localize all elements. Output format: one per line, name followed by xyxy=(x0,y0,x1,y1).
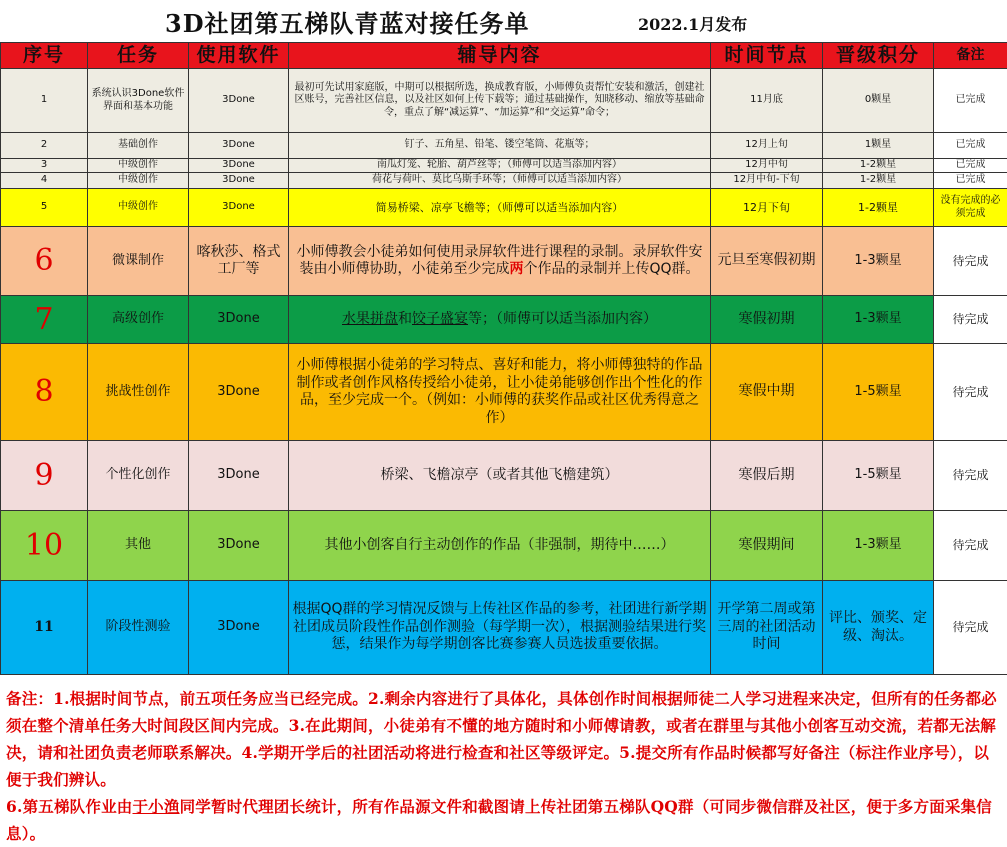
row-time: 寒假期间 xyxy=(711,511,823,581)
row-points: 1-2颗星 xyxy=(823,189,934,227)
col-header-time: 时间节点 xyxy=(711,43,823,69)
row-note: 已完成 xyxy=(934,159,1007,173)
table-row xyxy=(1,227,1007,296)
row-points: 1-3颗星 xyxy=(823,296,934,344)
row-task: 阶段性测验 xyxy=(88,581,189,675)
row-note: 待完成 xyxy=(934,227,1007,296)
row-num: 4 xyxy=(1,173,88,189)
row-task: 中级创作 xyxy=(88,173,189,189)
row-points: 1-5颗星 xyxy=(823,344,934,441)
row-content: 根据QQ群的学习情况反馈与上传社区作品的参考，社团进行新学期社团成员阶段性作品创作测验（每学期一次），根据测验结果进行奖惩，结果作为每学期创客比赛参赛人员选拔重要依据。 xyxy=(289,581,711,675)
row-task: 挑战性创作 xyxy=(88,344,189,441)
row-content-text: 和 xyxy=(398,311,412,327)
row-content: 最初可先试用家庭版，中期可以根据所选，换成教育版，小师傅负责帮忙安装和激活，创建社区账号，完善社区信息，以及社区如何上传下载等；通过基础操作，知晓移动、缩放等基础命令，重点了解“减运算”、“加运算”和“交运算”命令； xyxy=(289,69,711,133)
row-note: 已完成 xyxy=(934,133,1007,159)
row-points: 1颗星 xyxy=(823,133,934,159)
title-bar xyxy=(0,0,1007,42)
row-num: 3 xyxy=(1,159,88,173)
row-content: 南瓜灯笼、轮胎、葫芦丝等；（师傅可以适当添加内容） xyxy=(289,159,711,173)
table-row xyxy=(1,159,1007,173)
row-num: 8 xyxy=(1,344,88,441)
task-table xyxy=(0,42,1007,675)
row-content: 简易桥梁、凉亭飞檐等；（师傅可以适当添加内容） xyxy=(289,189,711,227)
row-points: 1-2颗星 xyxy=(823,159,934,173)
row-content: 荷花与荷叶、莫比乌斯手环等；（师傅可以适当添加内容） xyxy=(289,173,711,189)
table-row xyxy=(1,173,1007,189)
row-note: 待完成 xyxy=(934,581,1007,675)
row-num: 9 xyxy=(1,441,88,511)
row-task: 中级创作 xyxy=(88,189,189,227)
row-software: 3Done xyxy=(189,441,289,511)
row-task: 基础创作 xyxy=(88,133,189,159)
table-row xyxy=(1,581,1007,675)
row-time: 11月底 xyxy=(711,69,823,133)
publish-date: 2022.1月发布 xyxy=(638,12,747,35)
row-num: 1 xyxy=(1,69,88,133)
row-note: 没有完成的必须完成 xyxy=(934,189,1007,227)
row-software: 喀秋莎、格式工厂等 xyxy=(189,227,289,296)
table-header-row xyxy=(1,43,1007,69)
row-content: 其他小创客自行主动创作的作品（非强制，期待中……） xyxy=(289,511,711,581)
row-software: 3Done xyxy=(189,159,289,173)
col-header-software: 使用软件 xyxy=(189,43,289,69)
table-row xyxy=(1,344,1007,441)
row-time: 12月下旬 xyxy=(711,189,823,227)
col-header-points: 晋级积分 xyxy=(823,43,934,69)
row-software: 3Done xyxy=(189,189,289,227)
row-points: 0颗星 xyxy=(823,69,934,133)
table-row xyxy=(1,133,1007,159)
row-note: 待完成 xyxy=(934,344,1007,441)
row-time: 12月中旬-下旬 xyxy=(711,173,823,189)
row-num: 7 xyxy=(1,296,88,344)
row-content: 小师傅根据小徒弟的学习特点、喜好和能力，将小师傅独特的作品制作或者创作风格传授给小徒弟，让小徒弟能够创作出个性化的作品，至少完成一个。（例如：小师傅的获奖作品或社区优秀得意之作） xyxy=(289,344,711,441)
row-task: 高级创作 xyxy=(88,296,189,344)
row-software: 3Done xyxy=(189,69,289,133)
footnote-name: 于小渔 xyxy=(132,797,179,816)
link-dumpling-feast[interactable]: 饺子盛宴 xyxy=(412,311,468,327)
row-num: 2 xyxy=(1,133,88,159)
row-time: 12月上旬 xyxy=(711,133,823,159)
row-task: 微课制作 xyxy=(88,227,189,296)
row-points: 1-5颗星 xyxy=(823,441,934,511)
table-row xyxy=(1,189,1007,227)
row-time: 开学第二周或第三周的社团活动时间 xyxy=(711,581,823,675)
table-row xyxy=(1,511,1007,581)
row-time: 12月中旬 xyxy=(711,159,823,173)
page-title: 3D社团第五梯队青蓝对接任务单 xyxy=(165,4,530,39)
footnote-text: 6.第五梯队作业由 xyxy=(6,797,132,816)
row-note: 已完成 xyxy=(934,173,1007,189)
row-num: 6 xyxy=(1,227,88,296)
row-time: 寒假中期 xyxy=(711,344,823,441)
row-software: 3Done xyxy=(189,344,289,441)
row-note: 待完成 xyxy=(934,511,1007,581)
col-header-note: 备注 xyxy=(934,43,1007,69)
footnote xyxy=(0,681,1007,846)
row-task: 其他 xyxy=(88,511,189,581)
col-header-num: 序号 xyxy=(1,43,88,69)
row-time: 元旦至寒假初期 xyxy=(711,227,823,296)
link-fruit-platter[interactable]: 水果拼盘 xyxy=(342,311,398,327)
row-num: 5 xyxy=(1,189,88,227)
table-row xyxy=(1,69,1007,133)
row-content xyxy=(289,227,711,296)
col-header-content: 辅导内容 xyxy=(289,43,711,69)
footnote-text: 同学暂时代理团长统计，所有作品源文件和截图请上传社团第五梯队QQ群（可同步微信群及社区，便于多方面采集信息）。 xyxy=(6,797,992,843)
row-software: 3Done xyxy=(189,581,289,675)
row-points: 1-2颗星 xyxy=(823,173,934,189)
row-points: 1-3颗星 xyxy=(823,511,934,581)
row-task: 个性化创作 xyxy=(88,441,189,511)
row-note: 待完成 xyxy=(934,441,1007,511)
table-row xyxy=(1,296,1007,344)
row-num: 10 xyxy=(1,511,88,581)
row-software: 3Done xyxy=(189,173,289,189)
row-time: 寒假初期 xyxy=(711,296,823,344)
row-content: 桥梁、飞檐凉亭（或者其他飞檐建筑） xyxy=(289,441,711,511)
row-content-text: 小师傅教会小徒弟如何使用录屏软件进行课程的录制。录屏软件安装由小师傅协助，小徒弟至少完成 xyxy=(297,244,703,278)
row-points: 1-3颗星 xyxy=(823,227,934,296)
row-time: 寒假后期 xyxy=(711,441,823,511)
footnote-text: 备注：1.根据时间节点，前五项任务应当已经完成。2.剩余内容进行了具体化，具体创作时间根据师徒二人学习进程来决定，但所有的任务都必须在整个清单任务大时间段区间内完成。3.在此期间，小徒弟有不懂的地方随时和小师傅请教，或者在群里与其他小创客互动交流，若都无法解决，请和社团负责老师联系解决。4.学期开学后的社团活动将进行检查和社区等级评定。5.提交所有作品时候都写好备注（标注作业序号），以便于我们辨认。 xyxy=(6,689,997,789)
row-content-text: 个作品的录制并上传QQ群。 xyxy=(523,261,699,277)
row-num: 11 xyxy=(1,581,88,675)
row-software: 3Done xyxy=(189,296,289,344)
col-header-task: 任务 xyxy=(88,43,189,69)
row-task: 系统认识3Done软件界面和基本功能 xyxy=(88,69,189,133)
row-software: 3Done xyxy=(189,511,289,581)
row-points: 评比、颁奖、定级、淘汰。 xyxy=(823,581,934,675)
table-row xyxy=(1,441,1007,511)
row-content-text: 等；（师傅可以适当添加内容） xyxy=(468,311,657,327)
row-note: 待完成 xyxy=(934,296,1007,344)
emphasis-text: 两 xyxy=(509,261,523,277)
row-note: 已完成 xyxy=(934,69,1007,133)
row-task: 中级创作 xyxy=(88,159,189,173)
row-content xyxy=(289,296,711,344)
row-software: 3Done xyxy=(189,133,289,159)
row-content: 钉子、五角星、铅笔、镂空笔筒、花瓶等； xyxy=(289,133,711,159)
